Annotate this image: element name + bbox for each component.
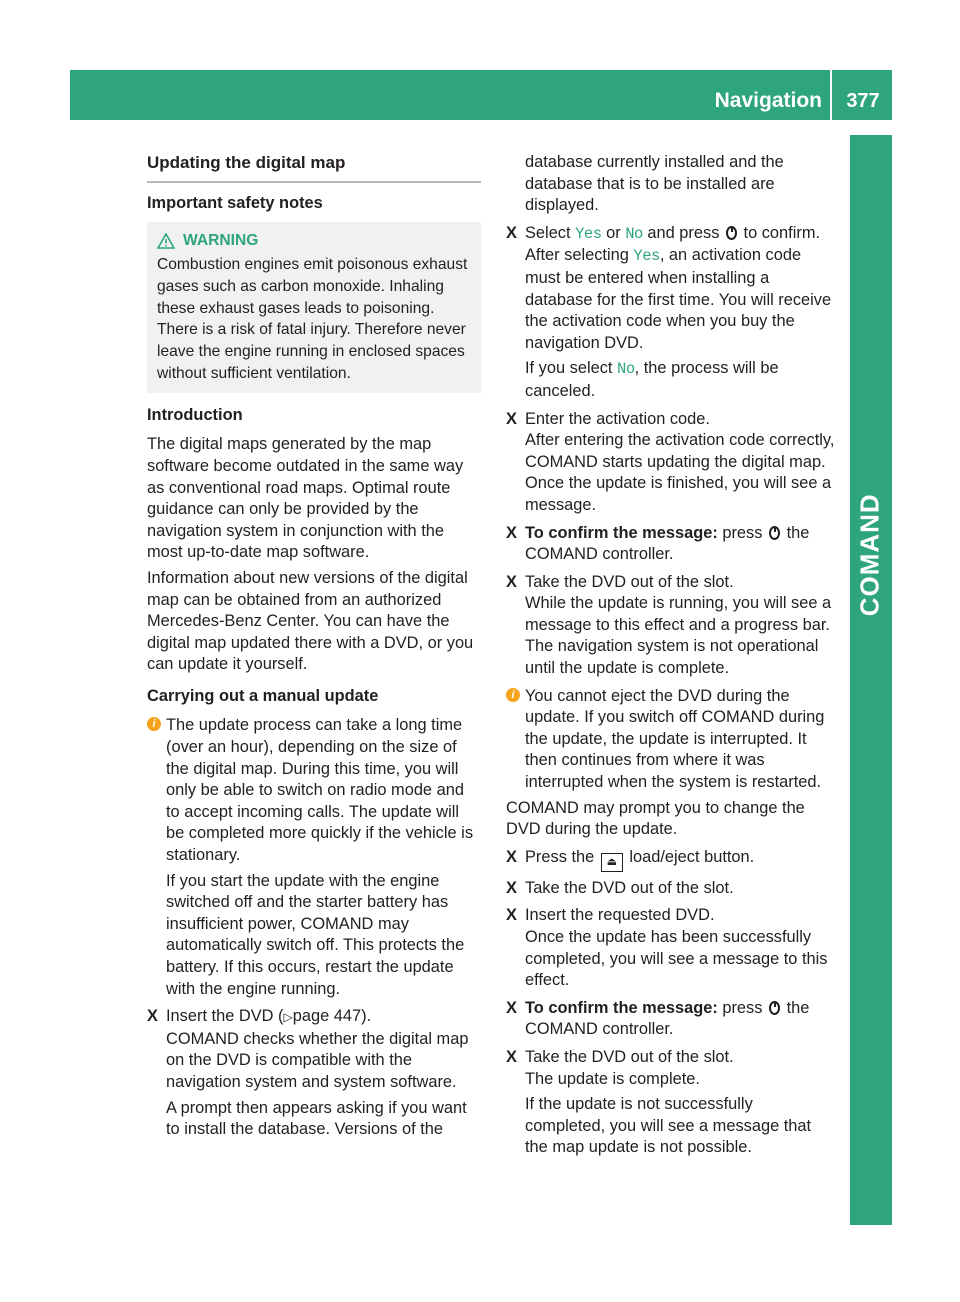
step-confirm-message	[506, 523, 836, 566]
step-text-part: Select	[525, 223, 571, 242]
step-marker-icon: X	[506, 523, 517, 542]
step-label: To confirm the message:	[525, 523, 718, 542]
warning-triangle-icon	[157, 233, 175, 249]
page-ref-arrow-icon: ▷	[283, 1010, 293, 1025]
safety-heading: Important safety notes	[147, 193, 323, 212]
step-marker-icon: X	[506, 847, 517, 866]
step-text-part: press	[722, 523, 763, 542]
step-text-part: or	[606, 223, 621, 242]
side-tab	[850, 135, 892, 1225]
step-marker-icon: X	[506, 223, 517, 242]
display-no: No	[625, 224, 643, 243]
step-result	[525, 358, 836, 402]
step-text-part: , the process will be canceled.	[525, 359, 779, 400]
step-result: The update is complete.	[525, 1069, 700, 1088]
display-yes: Yes	[633, 247, 660, 266]
intro-paragraph-1: The digital maps generated by the map software become outdated in the same way as conventional road maps. Optimal route guidance can only be provided by the navigation system in conjunction with the most up-to-date map software.	[147, 435, 464, 562]
step-select	[506, 223, 836, 403]
step-result: COMAND checks whether the digital map on the DVD is compatible with the navigation system and system software.	[166, 1029, 469, 1091]
step-text-part: Insert the DVD (	[166, 1007, 284, 1026]
step-press-eject	[506, 847, 836, 872]
step-marker-icon: X	[506, 572, 517, 591]
step-text: Take the DVD out of the slot.	[525, 1047, 734, 1066]
intro-paragraph-2: Information about new versions of the digital map can be obtained from an authorized Mercedes-Benz Center. You can have the digital map updated there with a DVD, or you can update it yourself.	[147, 568, 474, 674]
warning-box	[147, 222, 481, 393]
info-icon: i	[506, 688, 520, 702]
continued-text: database currently installed and the database that is to be installed are displayed.	[525, 153, 784, 215]
controller-press-icon	[726, 226, 737, 240]
step-text	[525, 998, 836, 1041]
step-text	[525, 847, 836, 872]
right-column	[506, 152, 836, 1159]
step-text: Take the DVD out of the slot.	[525, 572, 734, 591]
step-text: Insert the requested DVD.	[525, 906, 715, 925]
eject-icon: ⏏	[601, 853, 623, 872]
warning-header	[157, 230, 471, 252]
warning-label: WARNING	[183, 232, 259, 250]
step-text-part: ).	[361, 1007, 372, 1026]
page-number: 377	[846, 90, 880, 112]
step-result: A prompt then appears asking if you want to install the database. Versions of the	[166, 1098, 467, 1139]
info-text: You cannot eject the DVD during the update. If you switch off COMAND during the update, the update is interrupted. It then continues from where it was interrupted when the system is restarted.	[525, 686, 825, 792]
section-title: Navigation	[714, 89, 822, 112]
manual-update-heading: Carrying out a manual update	[147, 686, 379, 705]
step-marker-icon: X	[506, 1047, 517, 1066]
step-label: To confirm the message:	[525, 998, 718, 1017]
step-marker-icon: X	[506, 878, 517, 897]
step-text-part: to confirm.	[743, 223, 821, 242]
controller-press-icon	[769, 526, 780, 540]
step-text-part: the COMAND controller.	[525, 523, 810, 564]
step-text-part: Press the	[525, 847, 595, 866]
step-marker-icon: X	[506, 409, 517, 428]
step-result	[525, 245, 836, 354]
step-text	[166, 1006, 481, 1029]
step-result: While the update is running, you will see a message to this effect and a progress bar. The navigation system is not operational until the update is complete.	[525, 594, 832, 678]
step-text-part: and press	[647, 223, 720, 242]
step-result: If the update is not successfully completed, you will see a message that the map update is not possible.	[525, 1095, 812, 1157]
step-take-dvd-out-2	[506, 878, 836, 900]
step-marker-icon: X	[506, 998, 517, 1017]
step-take-dvd-out-3	[506, 1047, 836, 1159]
side-tab-label: COMAND	[854, 493, 885, 617]
step-text-part: the COMAND controller.	[525, 998, 810, 1039]
step-confirm-message-2	[506, 998, 836, 1041]
display-no: No	[617, 360, 635, 379]
info-text-2: If you start the update with the engine switched off and the starter battery has insufficient power, COMAND may automatically switch off. This protects the battery. If this occurs, restart the update with the engine running.	[166, 871, 465, 998]
intro-heading: Introduction	[147, 405, 243, 424]
step-text: Take the DVD out of the slot.	[525, 878, 734, 897]
step-text	[525, 223, 836, 246]
step-insert-dvd	[147, 1006, 481, 1141]
step-marker-icon: X	[147, 1007, 158, 1026]
info-note	[147, 715, 481, 1000]
left-column	[147, 152, 481, 1141]
info-note	[506, 686, 836, 794]
side-tab-marker	[850, 1180, 892, 1222]
page-reference[interactable]: page 447	[292, 1007, 362, 1026]
step-result: After entering the activation code correctly, COMAND starts updating the digital map. Once the update is finished, you will see a message.	[525, 431, 835, 514]
header-separator	[830, 70, 832, 120]
step-text-part: , an activation code must be entered when installing a database for the first time. You will receive the activation code when you buy the navigation DVD.	[525, 246, 832, 352]
step-text-part: After selecting	[525, 246, 629, 265]
step-marker-icon: X	[506, 906, 517, 925]
step-text-part: load/eject button.	[629, 847, 755, 866]
step-text-part: press	[722, 998, 763, 1017]
change-dvd-paragraph: COMAND may prompt you to change the DVD during the update.	[506, 798, 805, 839]
step-activation-code	[506, 409, 836, 517]
step-text: Enter the activation code.	[525, 409, 710, 428]
info-icon: i	[147, 717, 161, 731]
step-take-dvd-out	[506, 572, 836, 680]
step-insert-requested-dvd	[506, 905, 836, 991]
display-yes: Yes	[575, 224, 602, 243]
controller-press-icon	[769, 1001, 780, 1015]
step-result: Once the update has been successfully completed, you will see a message to this effect.	[525, 928, 828, 990]
side-tab-label-wrap	[852, 475, 888, 635]
info-text-1: The update process can take a long time (over an hour), depending on the size of the digital map. During this time, you will only be able to switch on radio mode and to accept incoming calls. The update will be completed more quickly if the vehicle is stationary.	[166, 716, 474, 865]
step-text	[525, 523, 836, 566]
step-text-part: If you select	[525, 359, 613, 378]
page-title: Updating the digital map	[147, 152, 481, 183]
warning-text: Combustion engines emit poisonous exhaust gases such as carbon monoxide. Inhaling these exhaust gases leads to poisoning. There is a risk of fatal injury. Therefore never leave the engine running in enclosed spaces without sufficient ventilation.	[157, 255, 468, 382]
